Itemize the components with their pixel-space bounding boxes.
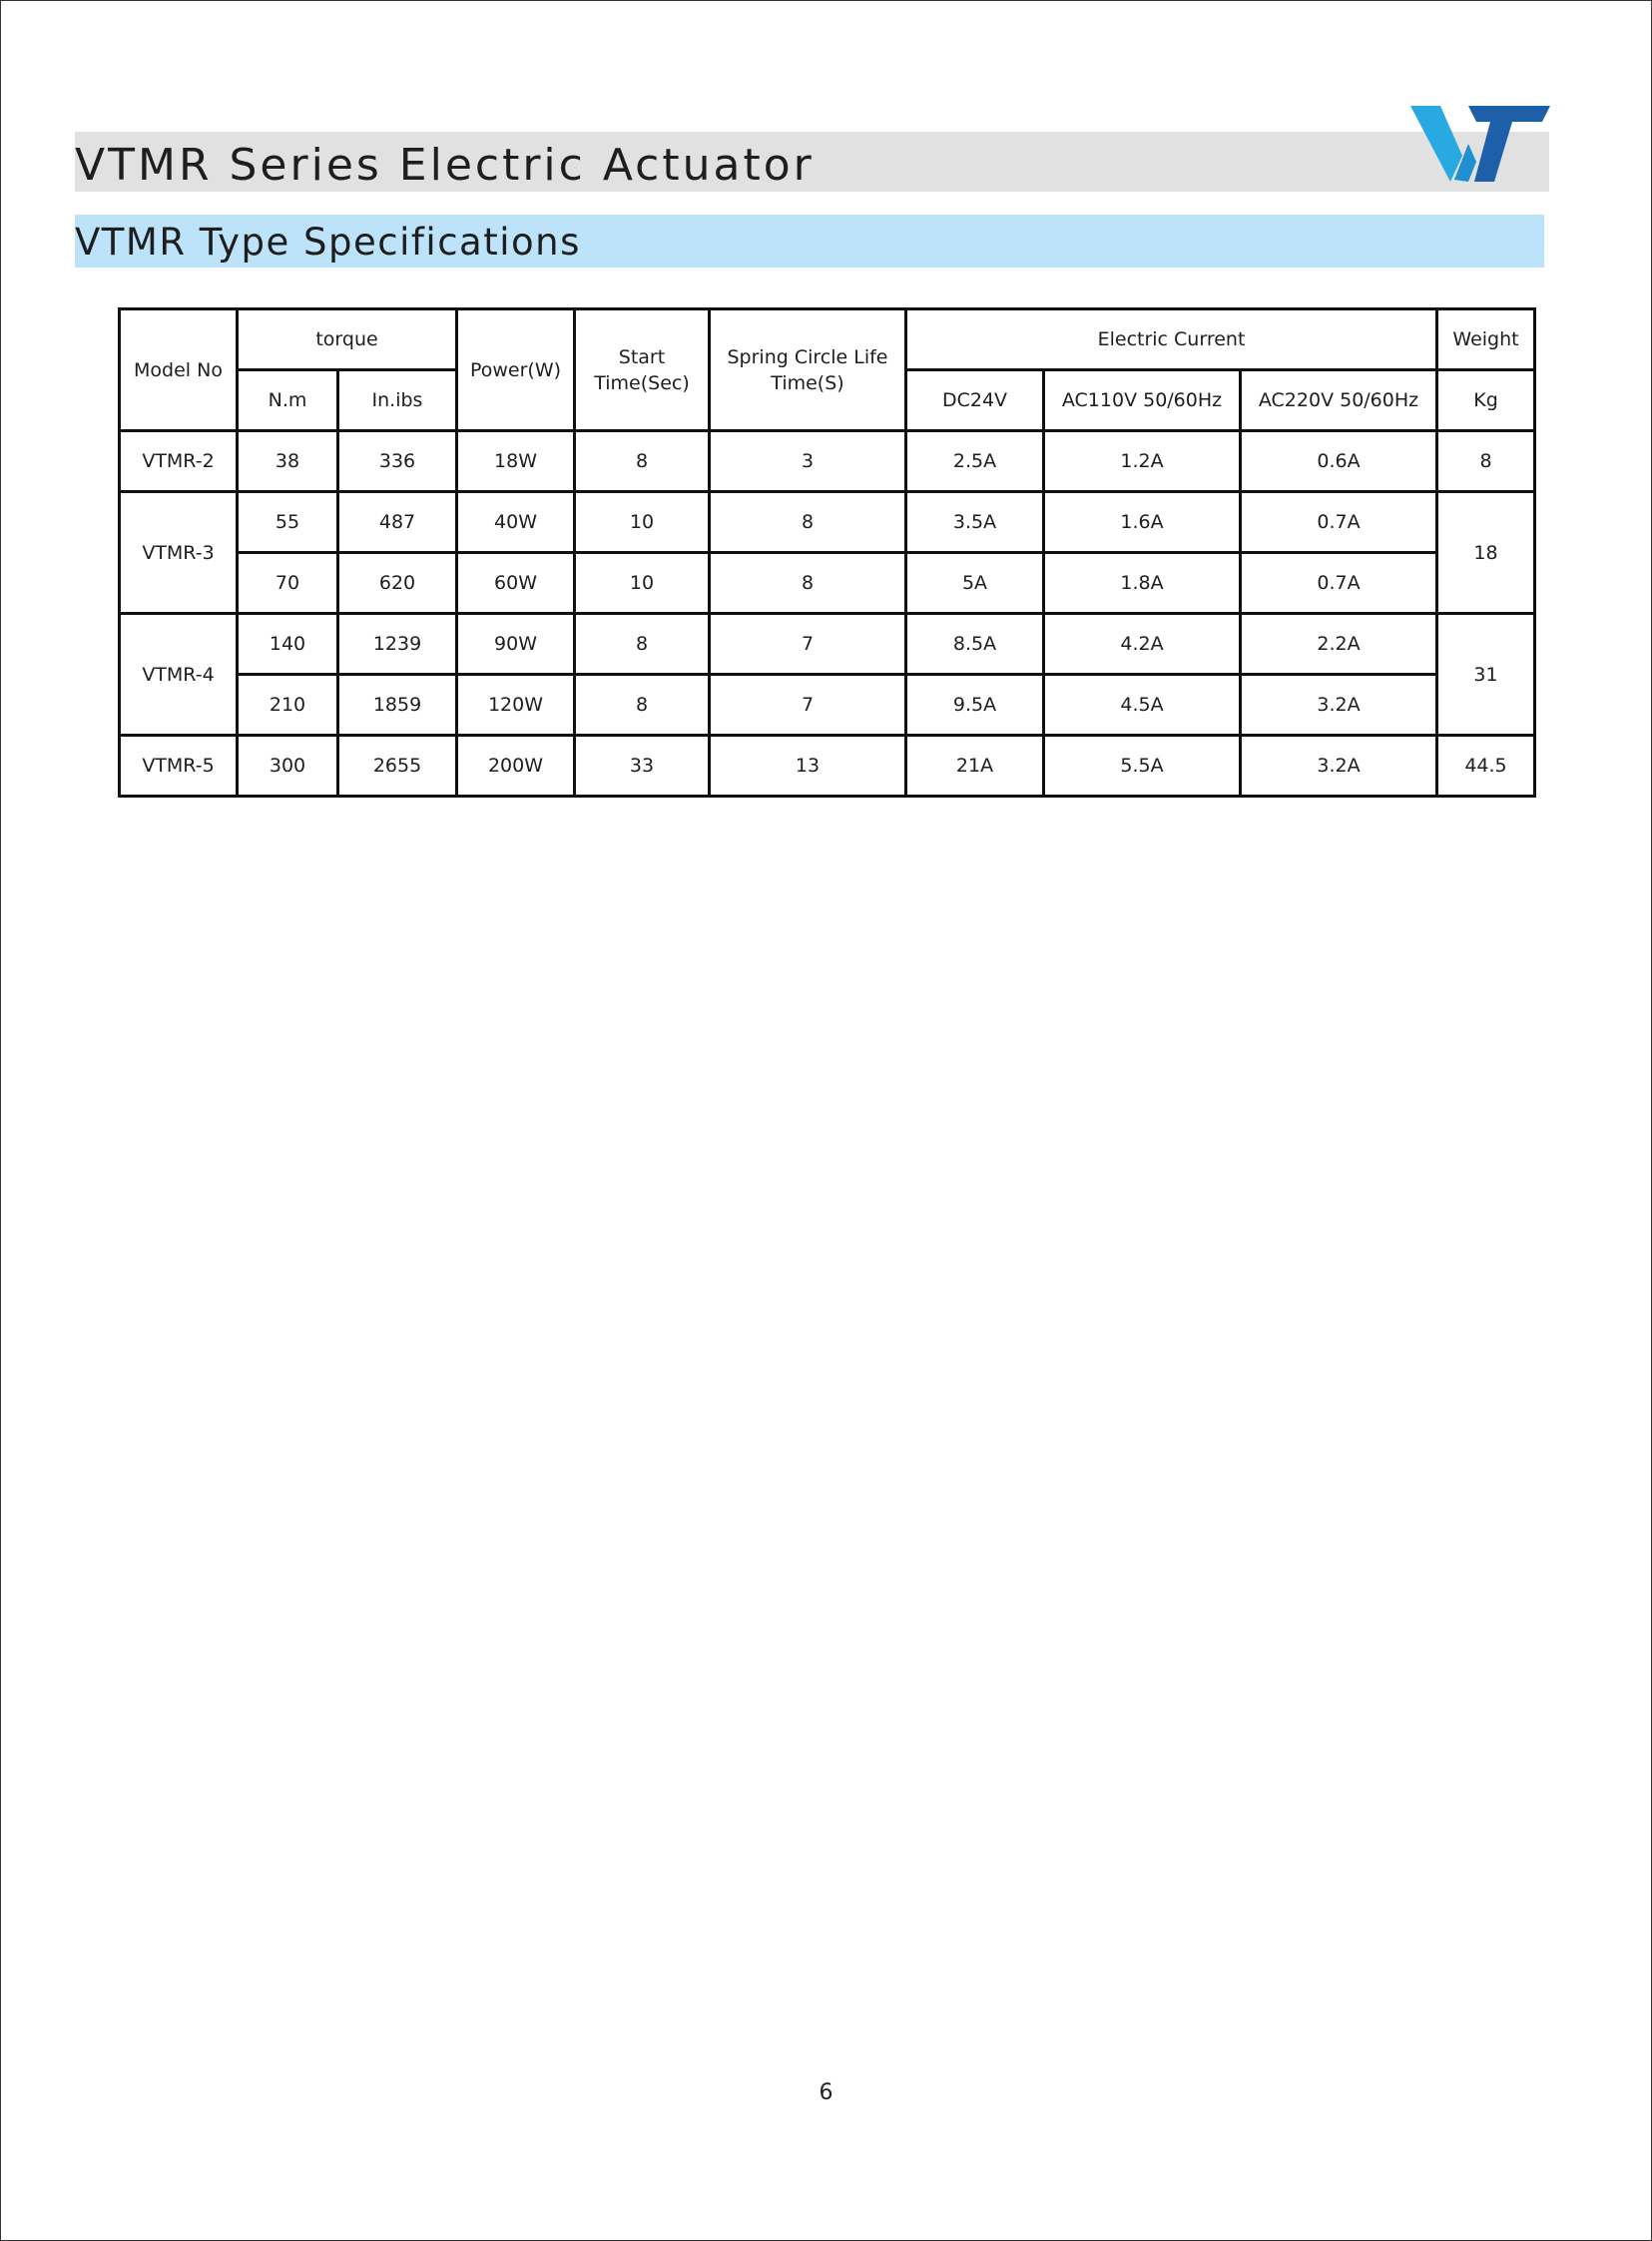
table-row (120, 675, 1535, 736)
cell-model: VTMR-5 (120, 736, 238, 797)
cell-power: 60W (457, 553, 575, 614)
cell-inibs: 1859 (338, 675, 457, 736)
cell-start-time: 33 (575, 736, 710, 797)
logo-t-stem (1474, 122, 1512, 182)
cell-power: 40W (457, 492, 575, 553)
cell-start-time: 10 (575, 553, 710, 614)
table-row (120, 736, 1535, 797)
cell-weight: 31 (1437, 614, 1535, 736)
cell-nm: 140 (238, 614, 338, 675)
cell-start-time: 8 (575, 431, 710, 492)
cell-ac220v: 3.2A (1241, 736, 1437, 797)
cell-inibs: 1239 (338, 614, 457, 675)
cell-dc24v: 2.5A (906, 431, 1044, 492)
cell-ac220v: 0.7A (1241, 553, 1437, 614)
cell-power: 90W (457, 614, 575, 675)
specifications-table (118, 307, 1536, 798)
cell-dc24v: 21A (906, 736, 1044, 797)
cell-nm: 38 (238, 431, 338, 492)
header-torque: torque (238, 309, 457, 370)
cell-ac110v: 1.8A (1044, 553, 1241, 614)
cell-weight: 8 (1437, 431, 1535, 492)
header-model-no: Model No (120, 309, 238, 431)
logo-v-left (1410, 106, 1462, 182)
cell-spring-life: 8 (710, 553, 906, 614)
cell-inibs: 336 (338, 431, 457, 492)
page-number: 6 (819, 2080, 833, 2105)
section-title: VTMR Type Specifications (75, 221, 581, 264)
cell-inibs: 620 (338, 553, 457, 614)
header-ac220v: AC220V 50/60Hz (1241, 370, 1437, 431)
header-nm: N.m (238, 370, 338, 431)
logo-t-bar (1468, 106, 1550, 122)
header-weight: Weight (1437, 309, 1535, 370)
header-ac110v: AC110V 50/60Hz (1044, 370, 1241, 431)
cell-power: 200W (457, 736, 575, 797)
table-row (120, 431, 1535, 492)
cell-ac110v: 4.5A (1044, 675, 1241, 736)
cell-start-time: 8 (575, 675, 710, 736)
cell-spring-life: 8 (710, 492, 906, 553)
cell-ac110v: 5.5A (1044, 736, 1241, 797)
cell-ac110v: 1.6A (1044, 492, 1241, 553)
header-start-time: Start Time(Sec) (575, 309, 710, 431)
cell-model: VTMR-2 (120, 431, 238, 492)
cell-nm: 300 (238, 736, 338, 797)
cell-model: VTMR-4 (120, 614, 238, 736)
cell-nm: 55 (238, 492, 338, 553)
cell-ac110v: 1.2A (1044, 431, 1241, 492)
header-electric-current: Electric Current (906, 309, 1437, 370)
cell-inibs: 487 (338, 492, 457, 553)
header-kg: Kg (1437, 370, 1535, 431)
header-power: Power(W) (457, 309, 575, 431)
cell-nm: 70 (238, 553, 338, 614)
cell-dc24v: 9.5A (906, 675, 1044, 736)
header-row (120, 309, 1535, 370)
cell-ac220v: 2.2A (1241, 614, 1437, 675)
table-row (120, 492, 1535, 553)
cell-spring-life: 13 (710, 736, 906, 797)
cell-nm: 210 (238, 675, 338, 736)
page-title: VTMR Series Electric Actuator (75, 140, 815, 191)
cell-weight: 18 (1437, 492, 1535, 614)
cell-dc24v: 5A (906, 553, 1044, 614)
vt-logo (1410, 104, 1550, 184)
cell-inibs: 2655 (338, 736, 457, 797)
cell-spring-life: 3 (710, 431, 906, 492)
cell-ac220v: 3.2A (1241, 675, 1437, 736)
cell-spring-life: 7 (710, 675, 906, 736)
table-row (120, 553, 1535, 614)
cell-dc24v: 3.5A (906, 492, 1044, 553)
cell-ac110v: 4.2A (1044, 614, 1241, 675)
cell-ac220v: 0.6A (1241, 431, 1437, 492)
cell-weight: 44.5 (1437, 736, 1535, 797)
cell-spring-life: 7 (710, 614, 906, 675)
header-spring-life: Spring Circle Life Time(S) (710, 309, 906, 431)
cell-start-time: 8 (575, 614, 710, 675)
cell-model: VTMR-3 (120, 492, 238, 614)
cell-start-time: 10 (575, 492, 710, 553)
cell-power: 120W (457, 675, 575, 736)
cell-power: 18W (457, 431, 575, 492)
cell-ac220v: 0.7A (1241, 492, 1437, 553)
header-dc24v: DC24V (906, 370, 1044, 431)
cell-dc24v: 8.5A (906, 614, 1044, 675)
table-row (120, 614, 1535, 675)
header-inibs: In.ibs (338, 370, 457, 431)
